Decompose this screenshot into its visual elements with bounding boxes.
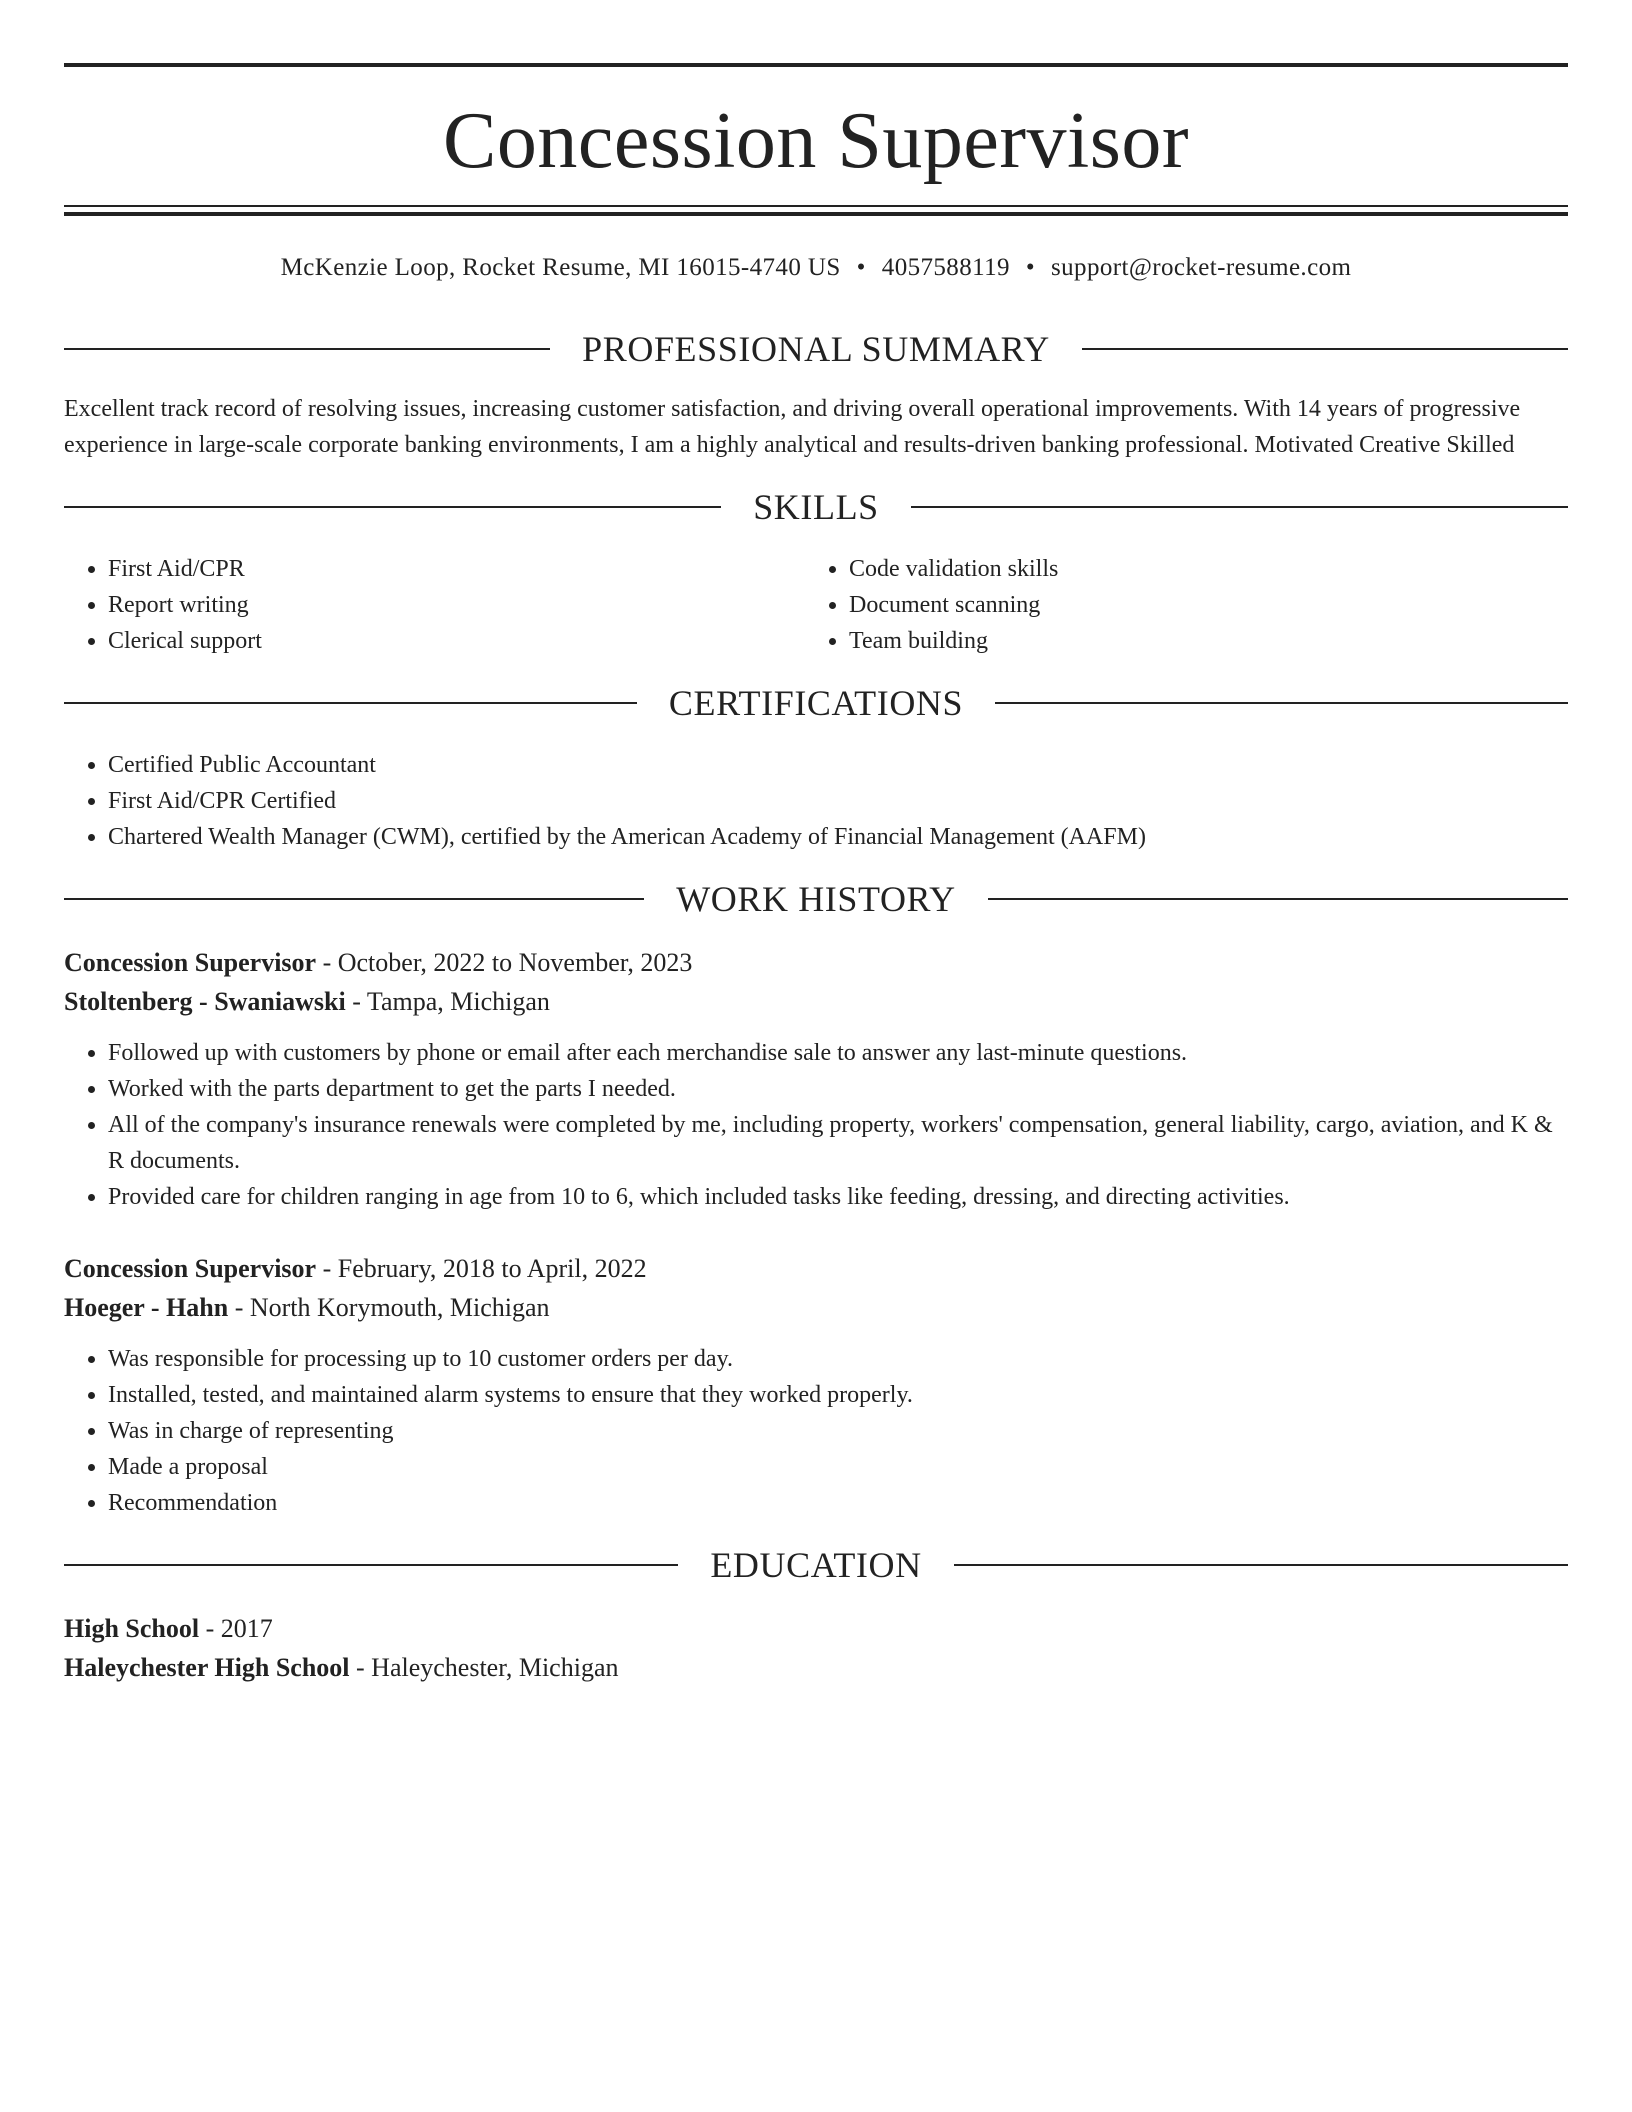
resume-page [64, 0, 1568, 1687]
education-school: Haleychester High School [64, 1653, 350, 1682]
heading-rule [911, 506, 1568, 508]
heading-rule [64, 702, 637, 704]
education-year: - 2017 [199, 1614, 273, 1643]
summary-text: Excellent track record of resolving issues, increasing customer satisfaction, and driving overall operational improvements. With 14 years of progressive experience in large-scale corporate banking environments, I am a highly analytical and results-driven banking professional. Motivated Creative Skilled [64, 396, 1521, 458]
skills-list [64, 551, 1568, 659]
education-degree-line [64, 1609, 1568, 1648]
contact-line [64, 253, 1568, 283]
certification-item: • Chartered Wealth Manager (CWM), certified by the American Academy of Financial Management (AAFM) [108, 819, 1568, 855]
skills-column-left [64, 551, 805, 659]
heading-rule [64, 898, 644, 900]
job-entry [64, 1249, 1568, 1521]
job-entry [64, 943, 1568, 1215]
certification-item: • Certified Public Accountant [108, 747, 1568, 783]
job-title-line [64, 943, 1568, 982]
job-title: Concession Supervisor [64, 948, 317, 977]
skill-item: • Document scanning [849, 587, 1557, 623]
job-location: - Tampa, Michigan [345, 987, 550, 1016]
job-company: Stoltenberg - Swaniawski [64, 987, 346, 1016]
skills-heading [64, 487, 1568, 527]
education-school-line [64, 1648, 1568, 1687]
work-history-heading-label: WORK HISTORY [676, 879, 956, 919]
contact-address: McKenzie Loop, Rocket Resume, MI 16015-4740 US [280, 254, 841, 281]
job-duty-item: • All of the company's insurance renewals were completed by me, including property, workers' compensation, general liability, cargo, aviation, and K & R documents. [108, 1107, 1568, 1179]
education-heading [64, 1545, 1568, 1585]
job-company-line [64, 982, 1568, 1021]
skill-item: • Code validation skills [849, 551, 1557, 587]
job-duties-list [64, 1035, 1568, 1215]
contact-separator: • [856, 254, 866, 281]
heading-rule [64, 348, 550, 350]
skill-item: • First Aid/CPR [108, 551, 805, 587]
job-dates: - February, 2018 to April, 2022 [316, 1254, 647, 1283]
job-company: Hoeger - Hahn [64, 1293, 229, 1322]
education-degree: High School [64, 1614, 200, 1643]
heading-rule [954, 1564, 1568, 1566]
job-dates: - October, 2022 to November, 2023 [316, 948, 693, 977]
education-entry [64, 1609, 1568, 1687]
summary-heading [64, 329, 1568, 369]
contact-email: support@rocket-resume.com [1051, 254, 1352, 281]
job-duty-item: • Worked with the parts department to get the parts I needed. [108, 1071, 1568, 1107]
heading-rule [988, 898, 1568, 900]
summary-heading-label: PROFESSIONAL SUMMARY [582, 329, 1050, 369]
job-duty-item: • Followed up with customers by phone or email after each merchandise sale to answer any last-minute questions. [108, 1035, 1568, 1071]
job-location: - North Korymouth, Michigan [228, 1293, 550, 1322]
heading-rule [995, 702, 1568, 704]
education-location: - Haleychester, Michigan [349, 1653, 619, 1682]
contact-separator: • [1025, 254, 1036, 281]
top-rule [64, 63, 1568, 67]
work-history-heading [64, 879, 1568, 919]
title-double-rule [64, 205, 1568, 216]
job-duty-item: • Was in charge of representing [108, 1413, 1568, 1449]
heading-rule [64, 1564, 678, 1566]
education-heading-label: EDUCATION [710, 1545, 922, 1585]
job-duty-item: • Made a proposal [108, 1449, 1568, 1485]
skills-column-right [805, 551, 1557, 659]
certifications-heading-label: CERTIFICATIONS [668, 683, 964, 723]
job-duty-item: • Recommendation [108, 1485, 1568, 1521]
job-title-line [64, 1249, 1568, 1288]
skill-item: • Report writing [108, 587, 805, 623]
job-company-line [64, 1288, 1568, 1327]
job-duty-item: • Was responsible for processing up to 10 customer orders per day. [108, 1341, 1568, 1377]
skills-heading-label: SKILLS [753, 487, 879, 527]
heading-rule [64, 506, 721, 508]
skill-item: • Team building [849, 623, 1557, 659]
job-duties-list [64, 1341, 1568, 1521]
heading-rule [1082, 348, 1568, 350]
certification-item: • First Aid/CPR Certified [108, 783, 1568, 819]
job-title: Concession Supervisor [64, 1254, 317, 1283]
certifications-list [64, 747, 1568, 855]
job-duty-item: • Provided care for children ranging in age from 10 to 6, which included tasks like feeding, dressing, and directing activities. [108, 1179, 1568, 1215]
contact-phone: 4057588119 [881, 254, 1010, 281]
job-duty-item: • Installed, tested, and maintained alarm systems to ensure that they worked properly. [108, 1377, 1568, 1413]
skill-item: • Clerical support [108, 623, 805, 659]
resume-title: Concession Supervisor [442, 97, 1189, 185]
certifications-heading [64, 683, 1568, 723]
